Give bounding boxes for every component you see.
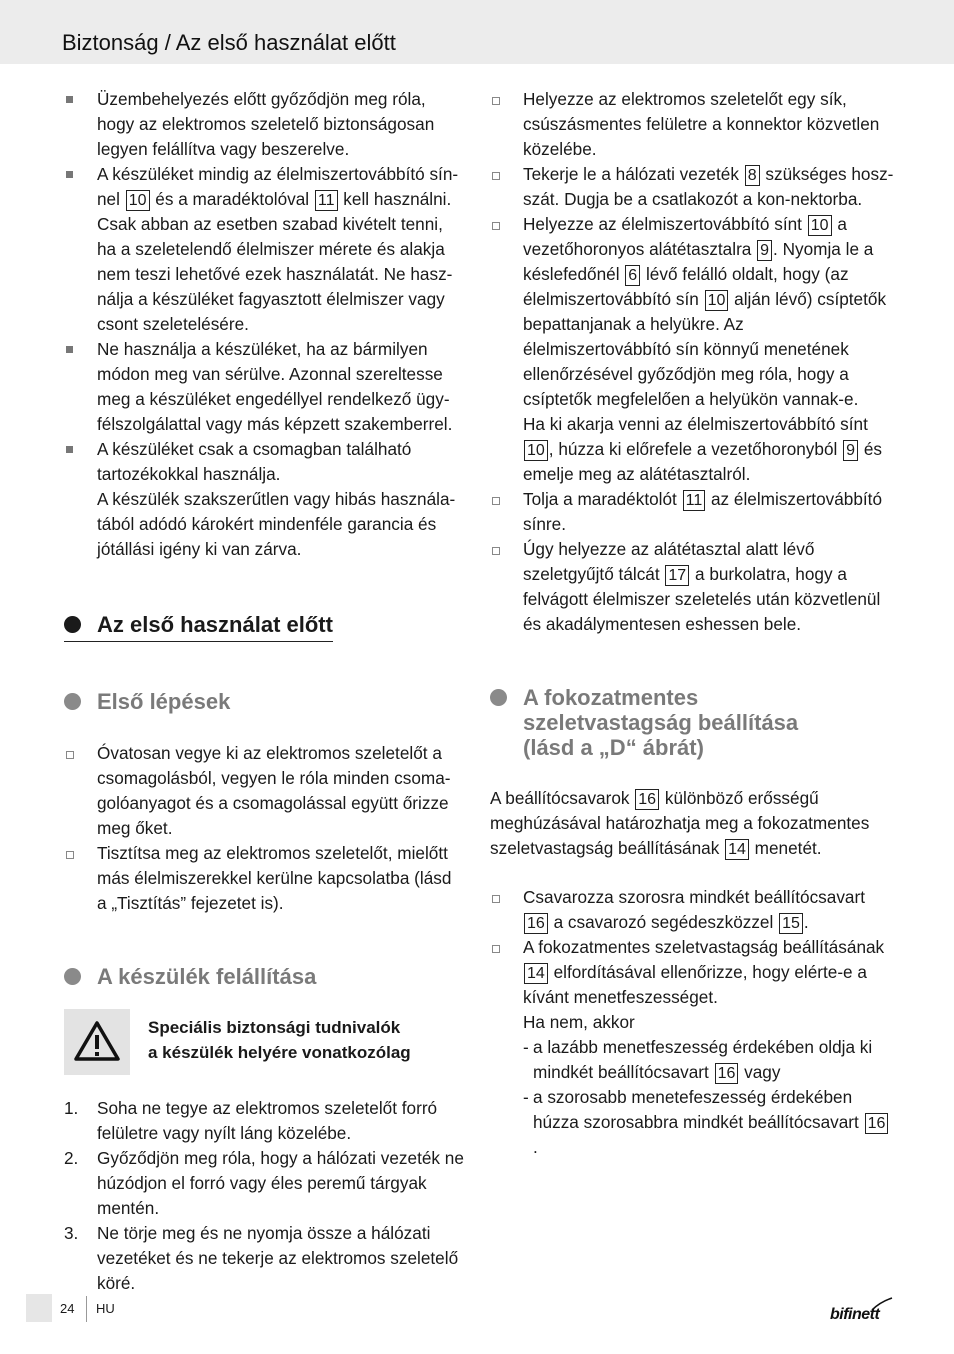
part-number: 6 (625, 265, 640, 286)
list-item: Helyezze az elektromos szeletelőt egy sík, csúszásmentes felületre a konnektor közvetlen közelébe. (490, 87, 894, 162)
list-item: 3. Ne törje meg és ne nyomja össze a hálózati vezetéket és ne tekerje az elektromos szeletelő köré. (64, 1223, 459, 1293)
list-item: Úgy helyezze az alátétasztal alatt lévő szeletgyűjtő tálcát 17 a burkolatra, hogy a felvágott élelmiszer szeletelés után közvetlenül és akadálymentesen eshessen bele. (490, 537, 894, 637)
list-item: 2. Győződjön meg róla, hogy a hálózati vezeték ne húzódjon el forró vagy éles peremű tárgyak mentén. (64, 1148, 464, 1218)
part-number: 9 (843, 440, 858, 461)
list-item: A készüléket csak a csomagban található tartozékokkal használja. A készülék szakszerűtlen vagy hibás használa-tából adódó károkért mindenféle garancia és jótállási igény ki van zárva. (64, 437, 464, 562)
part-number: 11 (315, 190, 338, 211)
part-number: 14 (725, 839, 749, 860)
safety-list (64, 87, 464, 562)
left-column (64, 87, 464, 1296)
subsection-heading-adjust: A fokozatmentes szeletvastagság beállítása (lásd a „D“ ábrát) (490, 685, 894, 760)
list-item: Ne használja a készüléket, ha az bármilyen módon meg van sérülve. Azonnal szereltesse meg a készüléket engedéllyel rendelkező ügy-félszolgálattal vagy más képzett szakemberrel. (64, 337, 464, 437)
dash-item: - a lazább menetfeszesség érdekében oldja ki mindkét beállítócsavart 16 vagy (523, 1037, 873, 1082)
brand-logo (830, 1296, 894, 1326)
list-item: 1. Soha ne tegye az elektromos szeletelőt forró felületre vagy nyílt láng közelébe. (64, 1098, 438, 1143)
warning-text: Speciális biztonsági tudnivalók a készülék helyére vonatkozólag (148, 1018, 411, 1062)
part-number: 9 (757, 240, 772, 261)
section-heading: Az első használat előtt (64, 612, 333, 642)
part-number: 11 (683, 490, 706, 511)
part-number: 15 (779, 913, 803, 934)
list-item: Csavarozza szorosra mindkét beállítócsavart 16 a csavarozó segédeszközzel 15 . (490, 885, 894, 935)
footer-marker (26, 1294, 52, 1322)
part-number: 10 (705, 290, 729, 311)
subsection-heading-setup: A készülék felállítása (64, 964, 464, 989)
warning-box (64, 1009, 464, 1075)
part-number: 16 (715, 1063, 739, 1084)
list-item: Tisztítsa meg az elektromos szeletelőt, mielőtt más élelmiszerekkel kerülne kapcsolatba (lásd a „Tisztítás” fejezetet is). (64, 841, 464, 916)
part-number: 17 (665, 565, 689, 586)
setup-list (490, 87, 894, 637)
list-item: Tolja a maradéktolót 11 az élelmiszertovábbító sínre. (490, 487, 894, 537)
swoosh-icon (870, 1296, 894, 1312)
dash-item: - a szorosabb menetefeszesség érdekében húzza szorosabbra mindkét beállítócsavart 16. (523, 1085, 894, 1160)
part-number: 16 (635, 789, 659, 810)
page-number: 24 (60, 1301, 75, 1316)
part-number: 10 (126, 190, 150, 211)
language-code: HU (96, 1301, 115, 1316)
right-column (490, 87, 894, 1160)
list-item: A készüléket mindig az élelmiszertovábbító sín-nel 10 és a maradéktolóval 11 kell használni. Csak abban az esetben szabad kivételt tenni, ha a szeletelendő élelmiszer mérete és alakja nem teszi lehetővé ezek használatát. Ne hasz-nálja a készüléket fagyasztott élelmiszer vagy csont szeletelésére. (64, 162, 464, 337)
first-steps-list (64, 741, 464, 916)
part-number: 16 (524, 913, 548, 934)
numbered-list (64, 1096, 464, 1296)
warning-icon (64, 1009, 130, 1075)
part-number: 16 (865, 1113, 889, 1134)
subsection-heading-first-steps: Első lépések (64, 689, 464, 714)
part-number: 10 (524, 440, 548, 461)
page-header (0, 0, 954, 64)
part-number: 14 (524, 963, 548, 984)
intro-paragraph: A beállítócsavarok 16 különböző erősségű meghúzásával határozhatja meg a fokozatmentes szeletvastagság beállításának 14 menetét. (490, 788, 870, 858)
list-item: Óvatosan vegye ki az elektromos szeletelőt a csomagolásból, vegyen le róla minden csoma-golóanyagot és a csomagolással együtt őrizze meg őket. (64, 741, 464, 841)
brand-name: bifinett (830, 1306, 880, 1323)
page-title: Biztonság / Az első használat előtt (62, 30, 396, 55)
list-item: Üzembehelyezés előtt győződjön meg róla, hogy az elektromos szeletelő biztonságosan legyen felállítva vagy beszerelve. (64, 87, 464, 162)
adjust-list (490, 885, 894, 1160)
list-item: Helyezze az élelmiszertovábbító sínt 10 a vezetőhoronyos alátétasztalra 9 . Nyomja le a késlefedőnél 6 lévő felálló oldalt, hogy (az élelmiszertovábbító sín 10 alján lévő) csíptetők bepattanjanak a helyükre. Az élelmiszertovábbító sín könnyű menetének ellenőrzésével győződjön meg róla, hogy a csíptetők megfelelően a helyükön vannak-e. Ha ki akarja venni az élelmiszertovábbító sínt 10 , húzza ki előrefele a vezetőhoronyból 9 és emelje meg az alátétasztalról. (490, 212, 894, 487)
part-number: 10 (808, 215, 832, 236)
footer-divider (86, 1296, 87, 1322)
list-item: Tekerje le a hálózati vezeték 8 szükséges hosz-szát. Dugja be a csatlakozót a kon-nektorba. (490, 162, 894, 212)
part-number: 8 (745, 165, 760, 186)
list-item: A fokozatmentes szeletvastagság beállításának 14 elfordításával ellenőrizze, hogy elérte-e a kívánt menetfeszességet. Ha nem, akkor - a lazább menetfeszesség érdekében oldja ki mindkét beállítócsavart 16 vagy - a szorosabb menetefeszesség érdekében húzza szorosabbra mindkét beállítócsavart 16. (490, 935, 894, 1160)
